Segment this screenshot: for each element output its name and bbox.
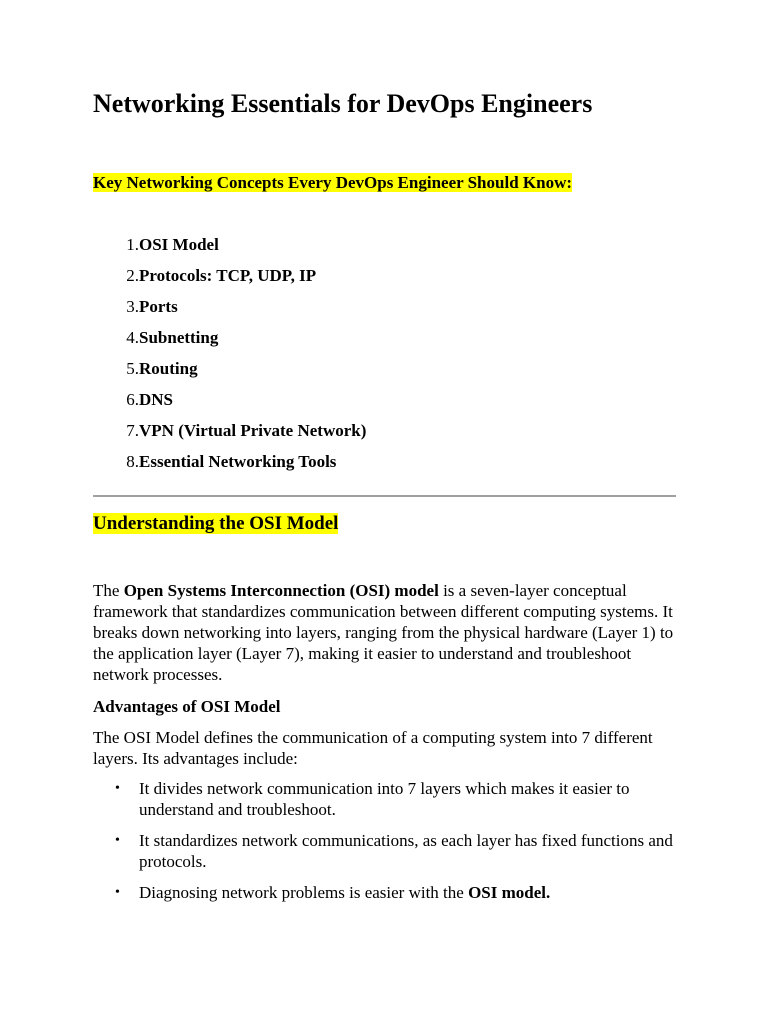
list-item <box>93 420 367 451</box>
bullet-icon: • <box>115 781 120 796</box>
list-item <box>93 265 317 296</box>
key-concepts-list <box>93 234 367 482</box>
list-item-number: 3. <box>126 297 139 316</box>
list-item-label: OSI Model <box>139 235 219 254</box>
list-item <box>93 234 219 265</box>
bullet-icon: • <box>115 833 120 848</box>
list-item <box>93 451 337 482</box>
list-item-number: 8. <box>126 452 139 471</box>
list-item-label: Ports <box>139 297 178 316</box>
list-item <box>93 327 219 358</box>
osi-intro-bold-term: Open Systems Interconnection (OSI) model <box>123 581 439 600</box>
key-concepts-heading-text: Key Networking Concepts Every DevOps Engineer Should Know: <box>93 173 573 192</box>
advantage-text: It divides network communication into 7 layers which makes it easier to understand and troubleshoot. <box>139 779 630 819</box>
osi-intro-suffix: is a seven-layer conceptual framework that standardizes communication between different computing systems. It breaks down networking into layers, ranging from the physical hardware (Layer 1) to the application layer (Layer 7), making it easier to understand and troubleshoot network processes. <box>93 581 674 684</box>
list-item-label: VPN (Virtual Private Network) <box>139 421 367 440</box>
key-concepts-heading <box>93 173 572 193</box>
osi-intro-prefix: The <box>93 581 124 600</box>
list-item-number: 7. <box>126 421 139 440</box>
list-item <box>93 358 198 389</box>
bullet-icon: • <box>115 885 120 900</box>
osi-intro-paragraph <box>93 580 678 685</box>
list-item <box>93 389 174 420</box>
advantage-text: Diagnosing network problems is easier with the <box>139 883 469 902</box>
list-item <box>93 778 678 820</box>
list-item <box>93 882 678 903</box>
advantages-list <box>93 778 678 913</box>
horizontal-divider <box>93 495 676 497</box>
list-item-label: Routing <box>139 359 198 378</box>
list-item-number: 5. <box>126 359 139 378</box>
list-item-number: 4. <box>126 328 139 347</box>
osi-section-heading-text: Understanding the OSI Model <box>93 513 339 534</box>
advantages-heading: Advantages of OSI Model <box>93 697 281 716</box>
list-item-label: Protocols: TCP, UDP, IP <box>139 266 317 285</box>
list-item-label: Subnetting <box>139 328 219 347</box>
list-item <box>93 296 178 327</box>
advantages-intro-paragraph: The OSI Model defines the communication of a computing system into 7 different layers. Its advantages include: <box>93 728 653 768</box>
document-title: Networking Essentials for DevOps Engineers <box>93 89 593 118</box>
advantage-bold: OSI model. <box>468 883 551 902</box>
list-item-label: DNS <box>139 390 174 409</box>
list-item-number: 1. <box>126 235 139 254</box>
list-item-number: 6. <box>126 390 139 409</box>
list-item-label: Essential Networking Tools <box>139 452 337 471</box>
advantage-text: It standardizes network communications, as each layer has fixed functions and protocols. <box>139 831 673 871</box>
osi-section-heading <box>93 512 338 536</box>
list-item-number: 2. <box>126 266 139 285</box>
list-item <box>93 830 678 872</box>
